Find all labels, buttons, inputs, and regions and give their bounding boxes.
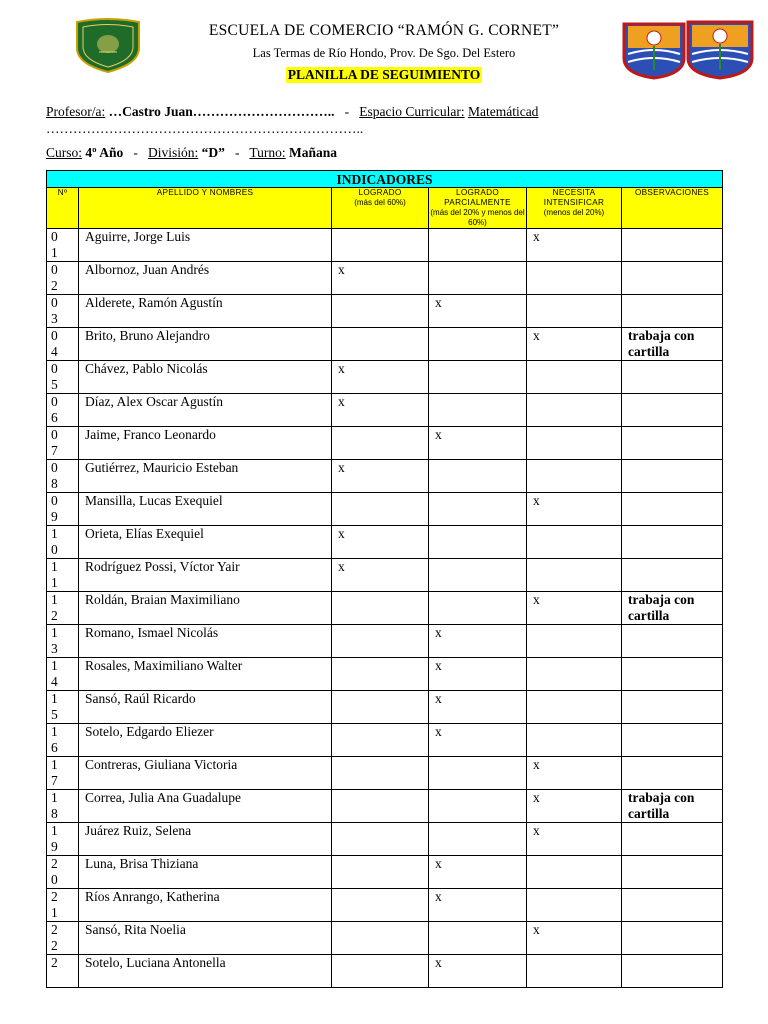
col-header-num: Nº xyxy=(47,188,79,229)
division-value: “D” xyxy=(201,145,225,160)
achieved-mark xyxy=(332,295,429,328)
partial-mark xyxy=(429,559,527,592)
row-number: 10 xyxy=(47,526,79,559)
student-name: Aguirre, Jorge Luis xyxy=(79,229,332,262)
observation xyxy=(622,427,723,460)
observation xyxy=(622,955,723,988)
row-number: 17 xyxy=(47,757,79,790)
indicators-header: INDICADORES xyxy=(47,171,723,188)
achieved-mark xyxy=(332,922,429,955)
needs-mark xyxy=(527,460,622,493)
table-row xyxy=(47,856,723,889)
needs-mark xyxy=(527,625,622,658)
student-name: Ríos Anrango, Katherina xyxy=(79,889,332,922)
course-line xyxy=(46,145,337,161)
needs-mark xyxy=(527,361,622,394)
student-name: Juárez Ruiz, Selena xyxy=(79,823,332,856)
table-row xyxy=(47,526,723,559)
shift-value: Mañana xyxy=(289,145,338,160)
table-row xyxy=(47,691,723,724)
observation xyxy=(622,724,723,757)
observation xyxy=(622,394,723,427)
row-number: 05 xyxy=(47,361,79,394)
achieved-mark xyxy=(332,229,429,262)
achieved-mark: x xyxy=(332,559,429,592)
course-value: 4º Año xyxy=(85,145,124,160)
needs-mark xyxy=(527,394,622,427)
student-name: Romano, Ismael Nicolás xyxy=(79,625,332,658)
achieved-mark xyxy=(332,724,429,757)
achieved-mark xyxy=(332,592,429,625)
dots-line: …………………………………………………………….. xyxy=(46,121,364,136)
achieved-mark: x xyxy=(332,262,429,295)
student-name: Díaz, Alex Oscar Agustín xyxy=(79,394,332,427)
needs-mark xyxy=(527,526,622,559)
partial-mark: x xyxy=(429,427,527,460)
observation xyxy=(622,295,723,328)
student-name: Rosales, Maximiliano Walter xyxy=(79,658,332,691)
achieved-mark: x xyxy=(332,361,429,394)
student-name: Albornoz, Juan Andrés xyxy=(79,262,332,295)
col-header-obs: OBSERVACIONES xyxy=(622,188,723,229)
student-name: Roldán, Braian Maximiliano xyxy=(79,592,332,625)
col-header-needs: NECESITA INTENSIFICAR (menos del 20%) xyxy=(527,188,622,229)
needs-mark: x xyxy=(527,823,622,856)
observation xyxy=(622,691,723,724)
row-number: 13 xyxy=(47,625,79,658)
table-row xyxy=(47,790,723,823)
student-name: Orieta, Elías Exequiel xyxy=(79,526,332,559)
partial-mark xyxy=(429,394,527,427)
needs-mark: x xyxy=(527,790,622,823)
table-row xyxy=(47,361,723,394)
tracking-table xyxy=(46,170,723,988)
row-number: 09 xyxy=(47,493,79,526)
achieved-mark: x xyxy=(332,394,429,427)
student-name: Sotelo, Edgardo Eliezer xyxy=(79,724,332,757)
table-row xyxy=(47,559,723,592)
school-title: ESCUELA DE COMERCIO “RAMÓN G. CORNET” xyxy=(208,22,560,39)
partial-mark: x xyxy=(429,724,527,757)
needs-mark: x xyxy=(527,592,622,625)
col-header-partial: LOGRADO PARCIALMENTE (más del 20% y menos del 60%) xyxy=(430,188,525,227)
division-label: División: xyxy=(147,145,199,160)
row-number: 11 xyxy=(47,559,79,592)
partial-mark xyxy=(429,262,527,295)
separator: - xyxy=(133,145,138,160)
observation xyxy=(622,526,723,559)
separator: - xyxy=(235,145,240,160)
partial-mark xyxy=(429,229,527,262)
achieved-mark xyxy=(332,427,429,460)
student-name: Rodríguez Possi, Víctor Yair xyxy=(79,559,332,592)
row-number: 14 xyxy=(47,658,79,691)
student-name: Sansó, Raúl Ricardo xyxy=(79,691,332,724)
observation xyxy=(622,493,723,526)
achieved-mark xyxy=(332,757,429,790)
student-name: Sansó, Rita Noelia xyxy=(79,922,332,955)
achieved-mark: x xyxy=(332,526,429,559)
achieved-mark xyxy=(332,889,429,922)
observation xyxy=(622,262,723,295)
observation xyxy=(622,658,723,691)
partial-mark xyxy=(429,493,527,526)
needs-mark xyxy=(527,724,622,757)
table-row xyxy=(47,460,723,493)
needs-mark: x xyxy=(527,493,622,526)
table-row xyxy=(47,625,723,658)
student-name: Correa, Julia Ana Guadalupe xyxy=(79,790,332,823)
col-header-achieved: LOGRADO (más del 60%) xyxy=(332,188,429,229)
partial-mark: x xyxy=(429,295,527,328)
partial-mark: x xyxy=(429,955,527,988)
row-number: 22 xyxy=(47,922,79,955)
table-row xyxy=(47,823,723,856)
partial-mark: x xyxy=(429,691,527,724)
needs-mark xyxy=(527,427,622,460)
row-number: 12 xyxy=(47,592,79,625)
table-row xyxy=(47,922,723,955)
needs-mark: x xyxy=(527,328,622,361)
achieved-mark xyxy=(332,790,429,823)
row-number: 16 xyxy=(47,724,79,757)
row-number: 15 xyxy=(47,691,79,724)
table-row xyxy=(47,328,723,361)
observation xyxy=(622,922,723,955)
table-row xyxy=(47,658,723,691)
observation xyxy=(622,823,723,856)
partial-mark xyxy=(429,328,527,361)
observation: trabaja con cartilla xyxy=(622,790,723,823)
shift-label: Turno: xyxy=(249,145,286,160)
observation xyxy=(622,889,723,922)
achieved-mark xyxy=(332,658,429,691)
needs-mark: x xyxy=(527,757,622,790)
partial-mark xyxy=(429,592,527,625)
needs-mark xyxy=(527,658,622,691)
student-name: Gutiérrez, Mauricio Esteban xyxy=(79,460,332,493)
partial-mark: x xyxy=(429,625,527,658)
student-name: Sotelo, Luciana Antonella xyxy=(79,955,332,988)
row-number: 04 xyxy=(47,328,79,361)
needs-mark: x xyxy=(527,229,622,262)
separator: - xyxy=(344,104,350,119)
table-row xyxy=(47,427,723,460)
table-row xyxy=(47,262,723,295)
partial-mark xyxy=(429,790,527,823)
observation xyxy=(622,625,723,658)
partial-mark xyxy=(429,526,527,559)
table-row xyxy=(47,229,723,262)
student-name: Jaime, Franco Leonardo xyxy=(79,427,332,460)
row-number: 02 xyxy=(47,262,79,295)
table-row xyxy=(47,757,723,790)
observation xyxy=(622,856,723,889)
student-name: Mansilla, Lucas Exequiel xyxy=(79,493,332,526)
needs-mark xyxy=(527,295,622,328)
table-row xyxy=(47,493,723,526)
table-row xyxy=(47,394,723,427)
row-number: 20 xyxy=(47,856,79,889)
observation xyxy=(622,757,723,790)
needs-mark xyxy=(527,889,622,922)
achieved-mark xyxy=(332,625,429,658)
achieved-mark xyxy=(332,955,429,988)
achieved-mark xyxy=(332,823,429,856)
partial-mark xyxy=(429,460,527,493)
row-number: 07 xyxy=(47,427,79,460)
achieved-mark: x xyxy=(332,460,429,493)
partial-mark: x xyxy=(429,658,527,691)
row-number: 03 xyxy=(47,295,79,328)
table-row xyxy=(47,955,723,988)
partial-mark: x xyxy=(429,889,527,922)
teacher-subject-line xyxy=(46,104,538,120)
course-label: Curso: xyxy=(46,145,83,160)
student-name: Luna, Brisa Thiziana xyxy=(79,856,332,889)
student-name: Contreras, Giuliana Victoria xyxy=(79,757,332,790)
table-row xyxy=(47,592,723,625)
school-location: Las Termas de Río Hondo, Prov. De Sgo. Del Estero xyxy=(252,46,516,60)
table-row xyxy=(47,889,723,922)
col-header-name: APELLIDO Y NOMBRES xyxy=(79,188,332,229)
row-number: 01 xyxy=(47,229,79,262)
needs-mark xyxy=(527,691,622,724)
teacher-label: Profesor/a: xyxy=(46,104,106,119)
observation: trabaja con cartilla xyxy=(622,592,723,625)
row-number: 08 xyxy=(47,460,79,493)
row-number: 06 xyxy=(47,394,79,427)
student-name: Chávez, Pablo Nicolás xyxy=(79,361,332,394)
table-row xyxy=(47,724,723,757)
achieved-mark xyxy=(332,856,429,889)
achieved-mark xyxy=(332,691,429,724)
subject-label: Espacio Curricular: xyxy=(359,104,465,119)
partial-mark xyxy=(429,823,527,856)
achieved-mark xyxy=(332,493,429,526)
partial-mark xyxy=(429,922,527,955)
needs-mark: x xyxy=(527,922,622,955)
partial-mark: x xyxy=(429,856,527,889)
achieved-mark xyxy=(332,328,429,361)
row-number: 21 xyxy=(47,889,79,922)
row-number: 2 xyxy=(47,955,79,988)
sheet-title: PLANILLA DE SEGUIMIENTO xyxy=(287,67,481,82)
observation xyxy=(622,229,723,262)
needs-mark xyxy=(527,262,622,295)
needs-mark xyxy=(527,559,622,592)
row-number: 18 xyxy=(47,790,79,823)
observation xyxy=(622,361,723,394)
observation xyxy=(622,460,723,493)
row-number: 19 xyxy=(47,823,79,856)
student-name: Brito, Bruno Alejandro xyxy=(79,328,332,361)
observation: trabaja con cartilla xyxy=(622,328,723,361)
student-name: Alderete, Ramón Agustín xyxy=(79,295,332,328)
needs-mark xyxy=(527,856,622,889)
teacher-value: …Castro Juan………………………….. xyxy=(108,104,335,119)
partial-mark xyxy=(429,757,527,790)
subject-value: Matemáticad xyxy=(467,104,539,119)
partial-mark xyxy=(429,361,527,394)
table-row xyxy=(47,295,723,328)
observation xyxy=(622,559,723,592)
needs-mark xyxy=(527,955,622,988)
